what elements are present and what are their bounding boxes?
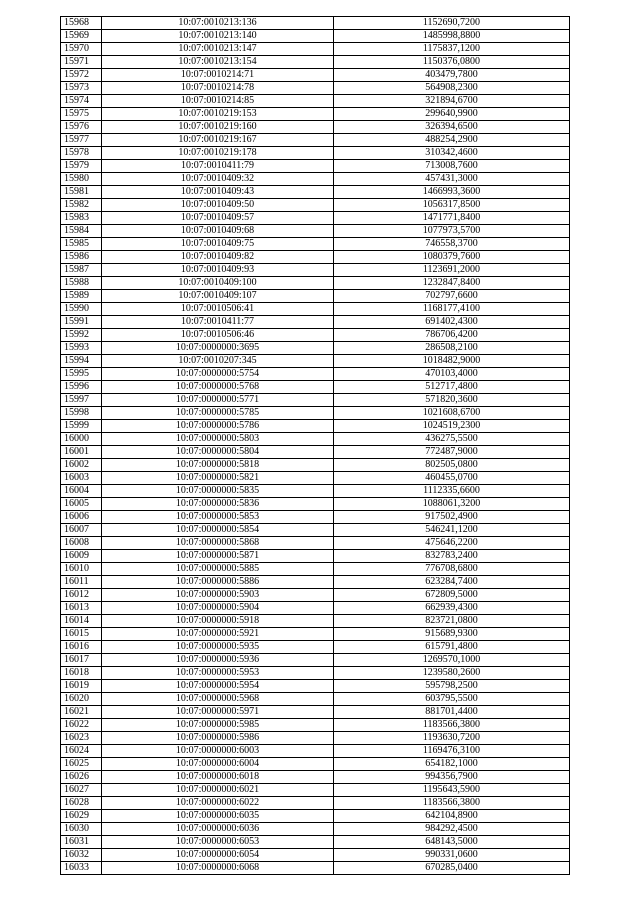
cadastral-number-cell: 10:07:0000000:6022 bbox=[102, 797, 334, 810]
cadastral-value-cell: 990331,0600 bbox=[334, 849, 570, 862]
cadastral-number-cell: 10:07:0010409:93 bbox=[102, 264, 334, 277]
row-number-cell: 16010 bbox=[61, 563, 102, 576]
table-row bbox=[61, 615, 570, 628]
row-number-cell: 16033 bbox=[61, 862, 102, 875]
row-number-cell: 15997 bbox=[61, 394, 102, 407]
cadastral-value-cell: 915689,9300 bbox=[334, 628, 570, 641]
row-number-cell: 15989 bbox=[61, 290, 102, 303]
cadastral-value-cell: 475646,2200 bbox=[334, 537, 570, 550]
cadastral-value-cell: 702797,6600 bbox=[334, 290, 570, 303]
cadastral-value-cell: 917502,4900 bbox=[334, 511, 570, 524]
cadastral-value-cell: 746558,3700 bbox=[334, 238, 570, 251]
cadastral-value-cell: 1056317,8500 bbox=[334, 199, 570, 212]
cadastral-value-cell: 1168177,4100 bbox=[334, 303, 570, 316]
cadastral-number-cell: 10:07:0010214:85 bbox=[102, 95, 334, 108]
cadastral-number-cell: 10:07:0000000:6068 bbox=[102, 862, 334, 875]
table-row bbox=[61, 667, 570, 680]
row-number-cell: 16013 bbox=[61, 602, 102, 615]
cadastral-number-cell: 10:07:0000000:5885 bbox=[102, 563, 334, 576]
cadastral-number-cell: 10:07:0010409:100 bbox=[102, 277, 334, 290]
cadastral-value-cell: 546241,1200 bbox=[334, 524, 570, 537]
table-row bbox=[61, 810, 570, 823]
row-number-cell: 15973 bbox=[61, 82, 102, 95]
row-number-cell: 16019 bbox=[61, 680, 102, 693]
cadastral-number-cell: 10:07:0000000:5921 bbox=[102, 628, 334, 641]
cadastral-value-cell: 1195643,5900 bbox=[334, 784, 570, 797]
row-number-cell: 16020 bbox=[61, 693, 102, 706]
cadastral-number-cell: 10:07:0010409:75 bbox=[102, 238, 334, 251]
cadastral-number-cell: 10:07:0000000:5754 bbox=[102, 368, 334, 381]
row-number-cell: 16011 bbox=[61, 576, 102, 589]
row-number-cell: 16021 bbox=[61, 706, 102, 719]
row-number-cell: 16024 bbox=[61, 745, 102, 758]
row-number-cell: 16017 bbox=[61, 654, 102, 667]
row-number-cell: 16012 bbox=[61, 589, 102, 602]
cadastral-value-cell: 512717,4800 bbox=[334, 381, 570, 394]
table-row bbox=[61, 706, 570, 719]
row-number-cell: 15990 bbox=[61, 303, 102, 316]
table-row bbox=[61, 264, 570, 277]
row-number-cell: 16016 bbox=[61, 641, 102, 654]
cadastral-value-cell: 1232847,8400 bbox=[334, 277, 570, 290]
table-row bbox=[61, 433, 570, 446]
row-number-cell: 15981 bbox=[61, 186, 102, 199]
row-number-cell: 15971 bbox=[61, 56, 102, 69]
cadastral-value-cell: 470103,4000 bbox=[334, 368, 570, 381]
table-row bbox=[61, 381, 570, 394]
cadastral-value-cell: 1485998,8800 bbox=[334, 30, 570, 43]
row-number-cell: 15994 bbox=[61, 355, 102, 368]
cadastral-value-cell: 670285,0400 bbox=[334, 862, 570, 875]
cadastral-number-cell: 10:07:0010213:136 bbox=[102, 17, 334, 30]
table-row bbox=[61, 485, 570, 498]
cadastral-number-cell: 10:07:0000000:5985 bbox=[102, 719, 334, 732]
table-row bbox=[61, 329, 570, 342]
table-row bbox=[61, 290, 570, 303]
cadastral-value-cell: 786706,4200 bbox=[334, 329, 570, 342]
row-number-cell: 15991 bbox=[61, 316, 102, 329]
cadastral-value-cell: 994356,7900 bbox=[334, 771, 570, 784]
cadastral-value-cell: 713008,7600 bbox=[334, 160, 570, 173]
table-row bbox=[61, 95, 570, 108]
cadastral-number-cell: 10:07:0010219:153 bbox=[102, 108, 334, 121]
cadastral-value-cell: 571820,3600 bbox=[334, 394, 570, 407]
row-number-cell: 15969 bbox=[61, 30, 102, 43]
cadastral-number-cell: 10:07:0000000:5954 bbox=[102, 680, 334, 693]
cadastral-value-cell: 623284,7400 bbox=[334, 576, 570, 589]
cadastral-number-cell: 10:07:0010411:77 bbox=[102, 316, 334, 329]
row-number-cell: 16000 bbox=[61, 433, 102, 446]
cadastral-value-cell: 299640,9900 bbox=[334, 108, 570, 121]
table-row bbox=[61, 82, 570, 95]
row-number-cell: 16018 bbox=[61, 667, 102, 680]
table-row bbox=[61, 238, 570, 251]
table-row bbox=[61, 472, 570, 485]
cadastral-value-cell: 881701,4400 bbox=[334, 706, 570, 719]
cadastral-value-cell: 984292,4500 bbox=[334, 823, 570, 836]
table-row bbox=[61, 459, 570, 472]
cadastral-value-cell: 1024519,2300 bbox=[334, 420, 570, 433]
cadastral-number-cell: 10:07:0000000:5968 bbox=[102, 693, 334, 706]
table-row bbox=[61, 797, 570, 810]
cadastral-number-cell: 10:07:0000000:3695 bbox=[102, 342, 334, 355]
row-number-cell: 15976 bbox=[61, 121, 102, 134]
cadastral-number-cell: 10:07:0000000:5918 bbox=[102, 615, 334, 628]
table-row bbox=[61, 225, 570, 238]
row-number-cell: 15995 bbox=[61, 368, 102, 381]
row-number-cell: 15982 bbox=[61, 199, 102, 212]
cadastral-value-cell: 1021608,6700 bbox=[334, 407, 570, 420]
cadastral-value-cell: 457431,3000 bbox=[334, 173, 570, 186]
row-number-cell: 16027 bbox=[61, 784, 102, 797]
table-row bbox=[61, 69, 570, 82]
cadastral-number-cell: 10:07:0000000:5853 bbox=[102, 511, 334, 524]
row-number-cell: 16025 bbox=[61, 758, 102, 771]
cadastral-value-cell: 1150376,0800 bbox=[334, 56, 570, 69]
row-number-cell: 16032 bbox=[61, 849, 102, 862]
table-row bbox=[61, 30, 570, 43]
table-row bbox=[61, 758, 570, 771]
row-number-cell: 16030 bbox=[61, 823, 102, 836]
row-number-cell: 15998 bbox=[61, 407, 102, 420]
table-row bbox=[61, 277, 570, 290]
cadastral-value-cell: 321894,6700 bbox=[334, 95, 570, 108]
cadastral-number-cell: 10:07:0000000:6036 bbox=[102, 823, 334, 836]
cadastral-value-cell: 403479,7800 bbox=[334, 69, 570, 82]
row-number-cell: 16005 bbox=[61, 498, 102, 511]
cadastral-value-cell: 1175837,1200 bbox=[334, 43, 570, 56]
row-number-cell: 16007 bbox=[61, 524, 102, 537]
cadastral-value-cell: 1169476,3100 bbox=[334, 745, 570, 758]
table-row bbox=[61, 784, 570, 797]
row-number-cell: 16004 bbox=[61, 485, 102, 498]
cadastral-number-cell: 10:07:0000000:6053 bbox=[102, 836, 334, 849]
table-row bbox=[61, 680, 570, 693]
table-row bbox=[61, 368, 570, 381]
table-row bbox=[61, 108, 570, 121]
table-row bbox=[61, 641, 570, 654]
row-number-cell: 16002 bbox=[61, 459, 102, 472]
table-row bbox=[61, 589, 570, 602]
cadastral-value-cell: 326394,6500 bbox=[334, 121, 570, 134]
table-row bbox=[61, 446, 570, 459]
cadastral-value-cell: 691402,4300 bbox=[334, 316, 570, 329]
cadastral-value-cell: 1088061,3200 bbox=[334, 498, 570, 511]
cadastral-number-cell: 10:07:0010409:50 bbox=[102, 199, 334, 212]
row-number-cell: 16029 bbox=[61, 810, 102, 823]
row-number-cell: 16028 bbox=[61, 797, 102, 810]
cadastral-value-cell: 1112335,6600 bbox=[334, 485, 570, 498]
table-row bbox=[61, 745, 570, 758]
row-number-cell: 15985 bbox=[61, 238, 102, 251]
cadastral-value-cell: 1269570,1000 bbox=[334, 654, 570, 667]
cadastral-value-cell: 642104,8900 bbox=[334, 810, 570, 823]
table-row bbox=[61, 628, 570, 641]
cadastral-number-cell: 10:07:0000000:5785 bbox=[102, 407, 334, 420]
table-row bbox=[61, 303, 570, 316]
row-number-cell: 15983 bbox=[61, 212, 102, 225]
table-row bbox=[61, 823, 570, 836]
row-number-cell: 15978 bbox=[61, 147, 102, 160]
table-row bbox=[61, 186, 570, 199]
cadastral-value-cell: 832783,2400 bbox=[334, 550, 570, 563]
table-row bbox=[61, 121, 570, 134]
cadastral-value-cell: 802505,0800 bbox=[334, 459, 570, 472]
cadastral-value-cell: 654182,1000 bbox=[334, 758, 570, 771]
cadastral-number-cell: 10:07:0010214:71 bbox=[102, 69, 334, 82]
cadastral-number-cell: 10:07:0000000:5804 bbox=[102, 446, 334, 459]
cadastral-number-cell: 10:07:0010409:68 bbox=[102, 225, 334, 238]
cadastral-number-cell: 10:07:0000000:5903 bbox=[102, 589, 334, 602]
row-number-cell: 16014 bbox=[61, 615, 102, 628]
table-row bbox=[61, 576, 570, 589]
table-row bbox=[61, 771, 570, 784]
row-number-cell: 16001 bbox=[61, 446, 102, 459]
table-row bbox=[61, 160, 570, 173]
table-row bbox=[61, 550, 570, 563]
table-row bbox=[61, 212, 570, 225]
cadastral-value-cell: 648143,5000 bbox=[334, 836, 570, 849]
row-number-cell: 16009 bbox=[61, 550, 102, 563]
cadastral-number-cell: 10:07:0000000:5836 bbox=[102, 498, 334, 511]
cadastral-number-cell: 10:07:0010411:79 bbox=[102, 160, 334, 173]
row-number-cell: 16015 bbox=[61, 628, 102, 641]
table-row bbox=[61, 173, 570, 186]
cadastral-number-cell: 10:07:0000000:5835 bbox=[102, 485, 334, 498]
cadastral-value-cell: 1080379,7600 bbox=[334, 251, 570, 264]
table-row bbox=[61, 316, 570, 329]
cadastral-number-cell: 10:07:0000000:5854 bbox=[102, 524, 334, 537]
row-number-cell: 15999 bbox=[61, 420, 102, 433]
cadastral-number-cell: 10:07:0000000:5771 bbox=[102, 394, 334, 407]
cadastral-number-cell: 10:07:0000000:5803 bbox=[102, 433, 334, 446]
row-number-cell: 15972 bbox=[61, 69, 102, 82]
cadastral-value-cell: 488254,2900 bbox=[334, 134, 570, 147]
row-number-cell: 15996 bbox=[61, 381, 102, 394]
table-row bbox=[61, 719, 570, 732]
row-number-cell: 15980 bbox=[61, 173, 102, 186]
cadastral-number-cell: 10:07:0010213:140 bbox=[102, 30, 334, 43]
cadastral-number-cell: 10:07:0010506:41 bbox=[102, 303, 334, 316]
cadastral-number-cell: 10:07:0010213:147 bbox=[102, 43, 334, 56]
cadastral-number-cell: 10:07:0000000:6035 bbox=[102, 810, 334, 823]
row-number-cell: 15979 bbox=[61, 160, 102, 173]
row-number-cell: 15984 bbox=[61, 225, 102, 238]
cadastral-value-cell: 776708,6800 bbox=[334, 563, 570, 576]
table-row bbox=[61, 394, 570, 407]
cadastral-number-cell: 10:07:0010219:160 bbox=[102, 121, 334, 134]
row-number-cell: 16023 bbox=[61, 732, 102, 745]
cadastral-value-cell: 1239580,2600 bbox=[334, 667, 570, 680]
table-row bbox=[61, 693, 570, 706]
table-row bbox=[61, 654, 570, 667]
cadastral-value-cell: 1077973,5700 bbox=[334, 225, 570, 238]
cadastral-value-cell: 436275,5500 bbox=[334, 433, 570, 446]
cadastral-number-cell: 10:07:0000000:5886 bbox=[102, 576, 334, 589]
row-number-cell: 15993 bbox=[61, 342, 102, 355]
cadastral-number-cell: 10:07:0010219:178 bbox=[102, 147, 334, 160]
cadastral-number-cell: 10:07:0010409:107 bbox=[102, 290, 334, 303]
cadastral-value-cell: 615791,4800 bbox=[334, 641, 570, 654]
cadastral-value-cell: 603795,5500 bbox=[334, 693, 570, 706]
cadastral-number-cell: 10:07:0000000:5971 bbox=[102, 706, 334, 719]
cadastral-value-cell: 1183566,3800 bbox=[334, 719, 570, 732]
cadastral-number-cell: 10:07:0000000:5936 bbox=[102, 654, 334, 667]
table-row bbox=[61, 498, 570, 511]
cadastral-value-cell: 672809,5000 bbox=[334, 589, 570, 602]
cadastral-number-cell: 10:07:0010409:43 bbox=[102, 186, 334, 199]
row-number-cell: 15988 bbox=[61, 277, 102, 290]
cadastral-number-cell: 10:07:0000000:5821 bbox=[102, 472, 334, 485]
table-row bbox=[61, 17, 570, 30]
table-row bbox=[61, 407, 570, 420]
cadastral-number-cell: 10:07:0010409:82 bbox=[102, 251, 334, 264]
cadastral-value-cell: 595798,2500 bbox=[334, 680, 570, 693]
cadastral-number-cell: 10:07:0010219:167 bbox=[102, 134, 334, 147]
cadastral-number-cell: 10:07:0000000:6054 bbox=[102, 849, 334, 862]
cadastral-value-cell: 1471771,8400 bbox=[334, 212, 570, 225]
table-row bbox=[61, 420, 570, 433]
cadastral-number-cell: 10:07:0000000:6021 bbox=[102, 784, 334, 797]
row-number-cell: 16031 bbox=[61, 836, 102, 849]
row-number-cell: 16003 bbox=[61, 472, 102, 485]
cadastral-number-cell: 10:07:0000000:5953 bbox=[102, 667, 334, 680]
table-body bbox=[61, 17, 570, 875]
row-number-cell: 16008 bbox=[61, 537, 102, 550]
table-row bbox=[61, 602, 570, 615]
table-row bbox=[61, 342, 570, 355]
table-row bbox=[61, 355, 570, 368]
cadastral-value-cell: 1123691,2000 bbox=[334, 264, 570, 277]
row-number-cell: 15970 bbox=[61, 43, 102, 56]
cadastral-number-cell: 10:07:0000000:6004 bbox=[102, 758, 334, 771]
cadastral-number-cell: 10:07:0010409:57 bbox=[102, 212, 334, 225]
cadastral-value-cell: 564908,2300 bbox=[334, 82, 570, 95]
cadastral-number-cell: 10:07:0000000:5986 bbox=[102, 732, 334, 745]
table-row bbox=[61, 849, 570, 862]
cadastral-value-cell: 1193630,7200 bbox=[334, 732, 570, 745]
cadastral-value-table bbox=[60, 16, 570, 875]
table-row bbox=[61, 56, 570, 69]
cadastral-number-cell: 10:07:0010409:32 bbox=[102, 173, 334, 186]
table-row bbox=[61, 43, 570, 56]
cadastral-number-cell: 10:07:0010506:46 bbox=[102, 329, 334, 342]
cadastral-value-cell: 460455,0700 bbox=[334, 472, 570, 485]
table-row bbox=[61, 251, 570, 264]
table-row bbox=[61, 199, 570, 212]
row-number-cell: 15968 bbox=[61, 17, 102, 30]
row-number-cell: 15986 bbox=[61, 251, 102, 264]
cadastral-number-cell: 10:07:0000000:5904 bbox=[102, 602, 334, 615]
cadastral-number-cell: 10:07:0000000:5871 bbox=[102, 550, 334, 563]
cadastral-number-cell: 10:07:0000000:6018 bbox=[102, 771, 334, 784]
cadastral-number-cell: 10:07:0010213:154 bbox=[102, 56, 334, 69]
table-row bbox=[61, 836, 570, 849]
table-row bbox=[61, 563, 570, 576]
cadastral-value-cell: 1018482,9000 bbox=[334, 355, 570, 368]
cadastral-number-cell: 10:07:0000000:5768 bbox=[102, 381, 334, 394]
row-number-cell: 15977 bbox=[61, 134, 102, 147]
table-row bbox=[61, 147, 570, 160]
cadastral-number-cell: 10:07:0010207:345 bbox=[102, 355, 334, 368]
row-number-cell: 16026 bbox=[61, 771, 102, 784]
cadastral-number-cell: 10:07:0000000:5786 bbox=[102, 420, 334, 433]
table-row bbox=[61, 732, 570, 745]
table-row bbox=[61, 511, 570, 524]
table-row bbox=[61, 537, 570, 550]
cadastral-value-cell: 286508,2100 bbox=[334, 342, 570, 355]
cadastral-number-cell: 10:07:0000000:6003 bbox=[102, 745, 334, 758]
cadastral-value-cell: 662939,4300 bbox=[334, 602, 570, 615]
row-number-cell: 16006 bbox=[61, 511, 102, 524]
row-number-cell: 15975 bbox=[61, 108, 102, 121]
cadastral-value-cell: 772487,9000 bbox=[334, 446, 570, 459]
cadastral-number-cell: 10:07:0000000:5868 bbox=[102, 537, 334, 550]
table-row bbox=[61, 134, 570, 147]
cadastral-value-cell: 823721,0800 bbox=[334, 615, 570, 628]
table-row bbox=[61, 862, 570, 875]
row-number-cell: 15974 bbox=[61, 95, 102, 108]
cadastral-value-cell: 1466993,3600 bbox=[334, 186, 570, 199]
cadastral-value-cell: 1152690,7200 bbox=[334, 17, 570, 30]
cadastral-number-cell: 10:07:0000000:5935 bbox=[102, 641, 334, 654]
row-number-cell: 16022 bbox=[61, 719, 102, 732]
row-number-cell: 15992 bbox=[61, 329, 102, 342]
cadastral-value-cell: 1183566,3800 bbox=[334, 797, 570, 810]
cadastral-number-cell: 10:07:0000000:5818 bbox=[102, 459, 334, 472]
cadastral-value-cell: 310342,4600 bbox=[334, 147, 570, 160]
cadastral-number-cell: 10:07:0010214:78 bbox=[102, 82, 334, 95]
table-row bbox=[61, 524, 570, 537]
row-number-cell: 15987 bbox=[61, 264, 102, 277]
